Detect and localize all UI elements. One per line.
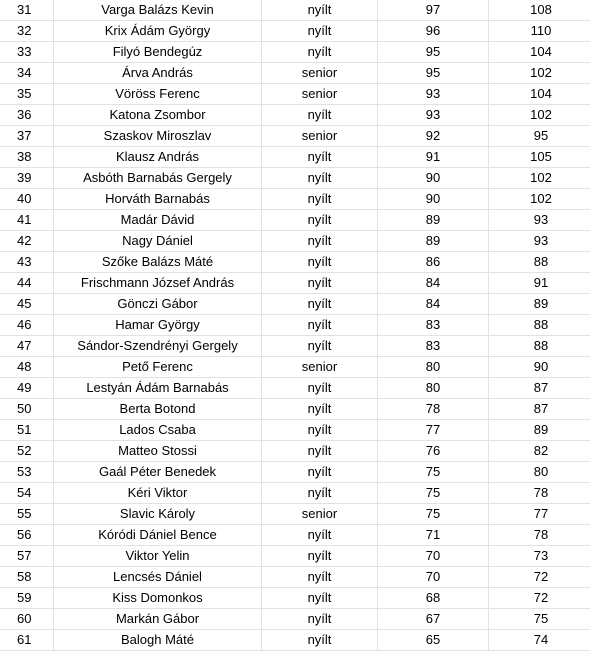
category-cell[interactable]: nyílt xyxy=(262,609,378,630)
total-cell[interactable]: 72 xyxy=(489,567,590,588)
table-row xyxy=(0,0,590,21)
table-row xyxy=(0,126,590,147)
score-cell[interactable]: 75 xyxy=(378,504,489,525)
rank-cell[interactable]: 44 xyxy=(0,273,54,294)
score-cell[interactable]: 93 xyxy=(378,105,489,126)
total-cell[interactable]: 89 xyxy=(489,420,590,441)
total-cell[interactable]: 87 xyxy=(489,378,590,399)
name-cell[interactable]: Gaál Péter Benedek xyxy=(54,462,262,483)
category-cell[interactable]: nyílt xyxy=(262,168,378,189)
rank-cell[interactable]: 48 xyxy=(0,357,54,378)
score-cell[interactable]: 70 xyxy=(378,567,489,588)
rank-cell[interactable]: 57 xyxy=(0,546,54,567)
name-cell[interactable]: Gönczi Gábor xyxy=(54,294,262,315)
total-cell[interactable]: 78 xyxy=(489,483,590,504)
rank-cell[interactable]: 40 xyxy=(0,189,54,210)
score-cell[interactable]: 93 xyxy=(378,84,489,105)
category-cell[interactable]: nyílt xyxy=(262,105,378,126)
name-cell[interactable]: Slavic Károly xyxy=(54,504,262,525)
rank-cell[interactable]: 35 xyxy=(0,84,54,105)
name-cell[interactable]: Katona Zsombor xyxy=(54,105,262,126)
total-cell[interactable]: 108 xyxy=(489,0,590,21)
score-cell[interactable]: 95 xyxy=(378,42,489,63)
category-cell[interactable]: nyílt xyxy=(262,420,378,441)
rank-cell[interactable]: 36 xyxy=(0,105,54,126)
score-cell[interactable]: 84 xyxy=(378,273,489,294)
name-cell[interactable]: Lencsés Dániel xyxy=(54,567,262,588)
table-row xyxy=(0,525,590,546)
table-row xyxy=(0,504,590,525)
name-cell[interactable]: Matteo Stossi xyxy=(54,441,262,462)
category-cell[interactable]: nyílt xyxy=(262,378,378,399)
total-cell[interactable]: 105 xyxy=(489,147,590,168)
total-cell[interactable]: 87 xyxy=(489,399,590,420)
name-cell[interactable]: Szaskov Miroszlav xyxy=(54,126,262,147)
table-row xyxy=(0,105,590,126)
category-cell[interactable]: nyílt xyxy=(262,231,378,252)
rank-cell[interactable]: 50 xyxy=(0,399,54,420)
total-cell[interactable]: 102 xyxy=(489,189,590,210)
name-cell[interactable]: Pető Ferenc xyxy=(54,357,262,378)
table-row xyxy=(0,252,590,273)
category-cell[interactable]: nyílt xyxy=(262,147,378,168)
table-row xyxy=(0,609,590,630)
name-cell[interactable]: Kóródi Dániel Bence xyxy=(54,525,262,546)
table-row xyxy=(0,336,590,357)
score-cell[interactable]: 90 xyxy=(378,168,489,189)
table-row xyxy=(0,294,590,315)
rank-cell[interactable]: 33 xyxy=(0,42,54,63)
category-cell[interactable]: senior xyxy=(262,357,378,378)
name-cell[interactable]: Filyó Bendegúz xyxy=(54,42,262,63)
total-cell[interactable]: 93 xyxy=(489,210,590,231)
category-cell[interactable]: nyílt xyxy=(262,630,378,651)
name-cell[interactable]: Lestyán Ádám Barnabás xyxy=(54,378,262,399)
table-row xyxy=(0,168,590,189)
table-row xyxy=(0,210,590,231)
total-cell[interactable]: 88 xyxy=(489,315,590,336)
category-cell[interactable]: nyílt xyxy=(262,441,378,462)
name-cell[interactable]: Szőke Balázs Máté xyxy=(54,252,262,273)
score-cell[interactable]: 75 xyxy=(378,462,489,483)
table-row xyxy=(0,483,590,504)
category-cell[interactable]: senior xyxy=(262,126,378,147)
score-cell[interactable]: 95 xyxy=(378,63,489,84)
category-cell[interactable]: nyílt xyxy=(262,21,378,42)
category-cell[interactable]: nyílt xyxy=(262,546,378,567)
score-cell[interactable]: 76 xyxy=(378,441,489,462)
name-cell[interactable]: Krix Ádám György xyxy=(54,21,262,42)
rank-cell[interactable]: 39 xyxy=(0,168,54,189)
table-row xyxy=(0,42,590,63)
table-row xyxy=(0,315,590,336)
score-cell[interactable]: 65 xyxy=(378,630,489,651)
name-cell[interactable]: Vöröss Ferenc xyxy=(54,84,262,105)
score-cell[interactable]: 83 xyxy=(378,315,489,336)
table-row xyxy=(0,441,590,462)
name-cell[interactable]: Klausz András xyxy=(54,147,262,168)
score-cell[interactable]: 67 xyxy=(378,609,489,630)
total-cell[interactable]: 102 xyxy=(489,63,590,84)
rank-cell[interactable]: 60 xyxy=(0,609,54,630)
score-cell[interactable]: 96 xyxy=(378,21,489,42)
rank-cell[interactable]: 43 xyxy=(0,252,54,273)
total-cell[interactable]: 90 xyxy=(489,357,590,378)
total-cell[interactable]: 95 xyxy=(489,126,590,147)
rank-cell[interactable]: 37 xyxy=(0,126,54,147)
rank-cell[interactable]: 49 xyxy=(0,378,54,399)
category-cell[interactable]: nyílt xyxy=(262,567,378,588)
total-cell[interactable]: 91 xyxy=(489,273,590,294)
rank-cell[interactable]: 31 xyxy=(0,0,54,21)
category-cell[interactable]: nyílt xyxy=(262,294,378,315)
table-row xyxy=(0,63,590,84)
rank-cell[interactable]: 45 xyxy=(0,294,54,315)
total-cell[interactable]: 77 xyxy=(489,504,590,525)
rank-cell[interactable]: 58 xyxy=(0,567,54,588)
score-cell[interactable]: 68 xyxy=(378,588,489,609)
score-cell[interactable]: 80 xyxy=(378,378,489,399)
category-cell[interactable]: senior xyxy=(262,63,378,84)
table-row xyxy=(0,21,590,42)
rank-cell[interactable]: 61 xyxy=(0,630,54,651)
table-row xyxy=(0,84,590,105)
rank-cell[interactable]: 54 xyxy=(0,483,54,504)
rank-cell[interactable]: 52 xyxy=(0,441,54,462)
category-cell[interactable]: nyílt xyxy=(262,189,378,210)
total-cell[interactable]: 110 xyxy=(489,21,590,42)
score-cell[interactable]: 84 xyxy=(378,294,489,315)
score-cell[interactable]: 71 xyxy=(378,525,489,546)
table-row xyxy=(0,420,590,441)
table-row xyxy=(0,462,590,483)
total-cell[interactable]: 89 xyxy=(489,294,590,315)
rank-cell[interactable]: 51 xyxy=(0,420,54,441)
rank-cell[interactable]: 32 xyxy=(0,21,54,42)
name-cell[interactable]: Varga Balázs Kevin xyxy=(54,0,262,21)
total-cell[interactable]: 75 xyxy=(489,609,590,630)
score-cell[interactable]: 77 xyxy=(378,420,489,441)
name-cell[interactable]: Viktor Yelin xyxy=(54,546,262,567)
table-row xyxy=(0,147,590,168)
name-cell[interactable]: Hamar György xyxy=(54,315,262,336)
rank-cell[interactable]: 56 xyxy=(0,525,54,546)
table-row xyxy=(0,567,590,588)
category-cell[interactable]: nyílt xyxy=(262,42,378,63)
table-row xyxy=(0,399,590,420)
total-cell[interactable]: 102 xyxy=(489,168,590,189)
table-row xyxy=(0,378,590,399)
table-row xyxy=(0,231,590,252)
category-cell[interactable]: nyílt xyxy=(262,483,378,504)
total-cell[interactable]: 102 xyxy=(489,105,590,126)
score-cell[interactable]: 89 xyxy=(378,231,489,252)
name-cell[interactable]: Asbóth Barnabás Gergely xyxy=(54,168,262,189)
score-cell[interactable]: 90 xyxy=(378,189,489,210)
table-row xyxy=(0,273,590,294)
score-cell[interactable]: 70 xyxy=(378,546,489,567)
total-cell[interactable]: 104 xyxy=(489,84,590,105)
score-cell[interactable]: 83 xyxy=(378,336,489,357)
category-cell[interactable]: nyílt xyxy=(262,588,378,609)
score-cell[interactable]: 89 xyxy=(378,210,489,231)
rank-cell[interactable]: 53 xyxy=(0,462,54,483)
rank-cell[interactable]: 34 xyxy=(0,63,54,84)
total-cell[interactable]: 104 xyxy=(489,42,590,63)
name-cell[interactable]: Sándor-Szendrényi Gergely xyxy=(54,336,262,357)
category-cell[interactable]: nyílt xyxy=(262,273,378,294)
total-cell[interactable]: 93 xyxy=(489,231,590,252)
name-cell[interactable]: Árva András xyxy=(54,63,262,84)
score-cell[interactable]: 80 xyxy=(378,357,489,378)
name-cell[interactable]: Berta Botond xyxy=(54,399,262,420)
rank-cell[interactable]: 59 xyxy=(0,588,54,609)
score-cell[interactable]: 78 xyxy=(378,399,489,420)
category-cell[interactable]: nyílt xyxy=(262,336,378,357)
table-row xyxy=(0,588,590,609)
table-row xyxy=(0,630,590,651)
category-cell[interactable]: nyílt xyxy=(262,525,378,546)
table-row xyxy=(0,546,590,567)
name-cell[interactable]: Lados Csaba xyxy=(54,420,262,441)
name-cell[interactable]: Horváth Barnabás xyxy=(54,189,262,210)
name-cell[interactable]: Balogh Máté xyxy=(54,630,262,651)
category-cell[interactable]: nyílt xyxy=(262,462,378,483)
rank-cell[interactable]: 41 xyxy=(0,210,54,231)
table-row xyxy=(0,189,590,210)
category-cell[interactable]: nyílt xyxy=(262,315,378,336)
name-cell[interactable]: Kéri Viktor xyxy=(54,483,262,504)
category-cell[interactable]: senior xyxy=(262,84,378,105)
rank-cell[interactable]: 46 xyxy=(0,315,54,336)
name-cell[interactable]: Madár Dávid xyxy=(54,210,262,231)
total-cell[interactable]: 88 xyxy=(489,336,590,357)
rank-cell[interactable]: 47 xyxy=(0,336,54,357)
total-cell[interactable]: 80 xyxy=(489,462,590,483)
score-cell[interactable]: 97 xyxy=(378,0,489,21)
rank-cell[interactable]: 55 xyxy=(0,504,54,525)
total-cell[interactable]: 78 xyxy=(489,525,590,546)
rank-cell[interactable]: 42 xyxy=(0,231,54,252)
name-cell[interactable]: Kiss Domonkos xyxy=(54,588,262,609)
name-cell[interactable]: Nagy Dániel xyxy=(54,231,262,252)
table-row xyxy=(0,357,590,378)
score-cell[interactable]: 92 xyxy=(378,126,489,147)
total-cell[interactable]: 88 xyxy=(489,252,590,273)
category-cell[interactable]: nyílt xyxy=(262,210,378,231)
category-cell[interactable]: senior xyxy=(262,504,378,525)
total-cell[interactable]: 73 xyxy=(489,546,590,567)
score-cell[interactable]: 75 xyxy=(378,483,489,504)
category-cell[interactable]: nyílt xyxy=(262,0,378,21)
name-cell[interactable]: Frischmann József András xyxy=(54,273,262,294)
score-cell[interactable]: 86 xyxy=(378,252,489,273)
category-cell[interactable]: nyílt xyxy=(262,252,378,273)
total-cell[interactable]: 82 xyxy=(489,441,590,462)
total-cell[interactable]: 74 xyxy=(489,630,590,651)
total-cell[interactable]: 72 xyxy=(489,588,590,609)
name-cell[interactable]: Markán Gábor xyxy=(54,609,262,630)
category-cell[interactable]: nyílt xyxy=(262,399,378,420)
score-cell[interactable]: 91 xyxy=(378,147,489,168)
rank-cell[interactable]: 38 xyxy=(0,147,54,168)
